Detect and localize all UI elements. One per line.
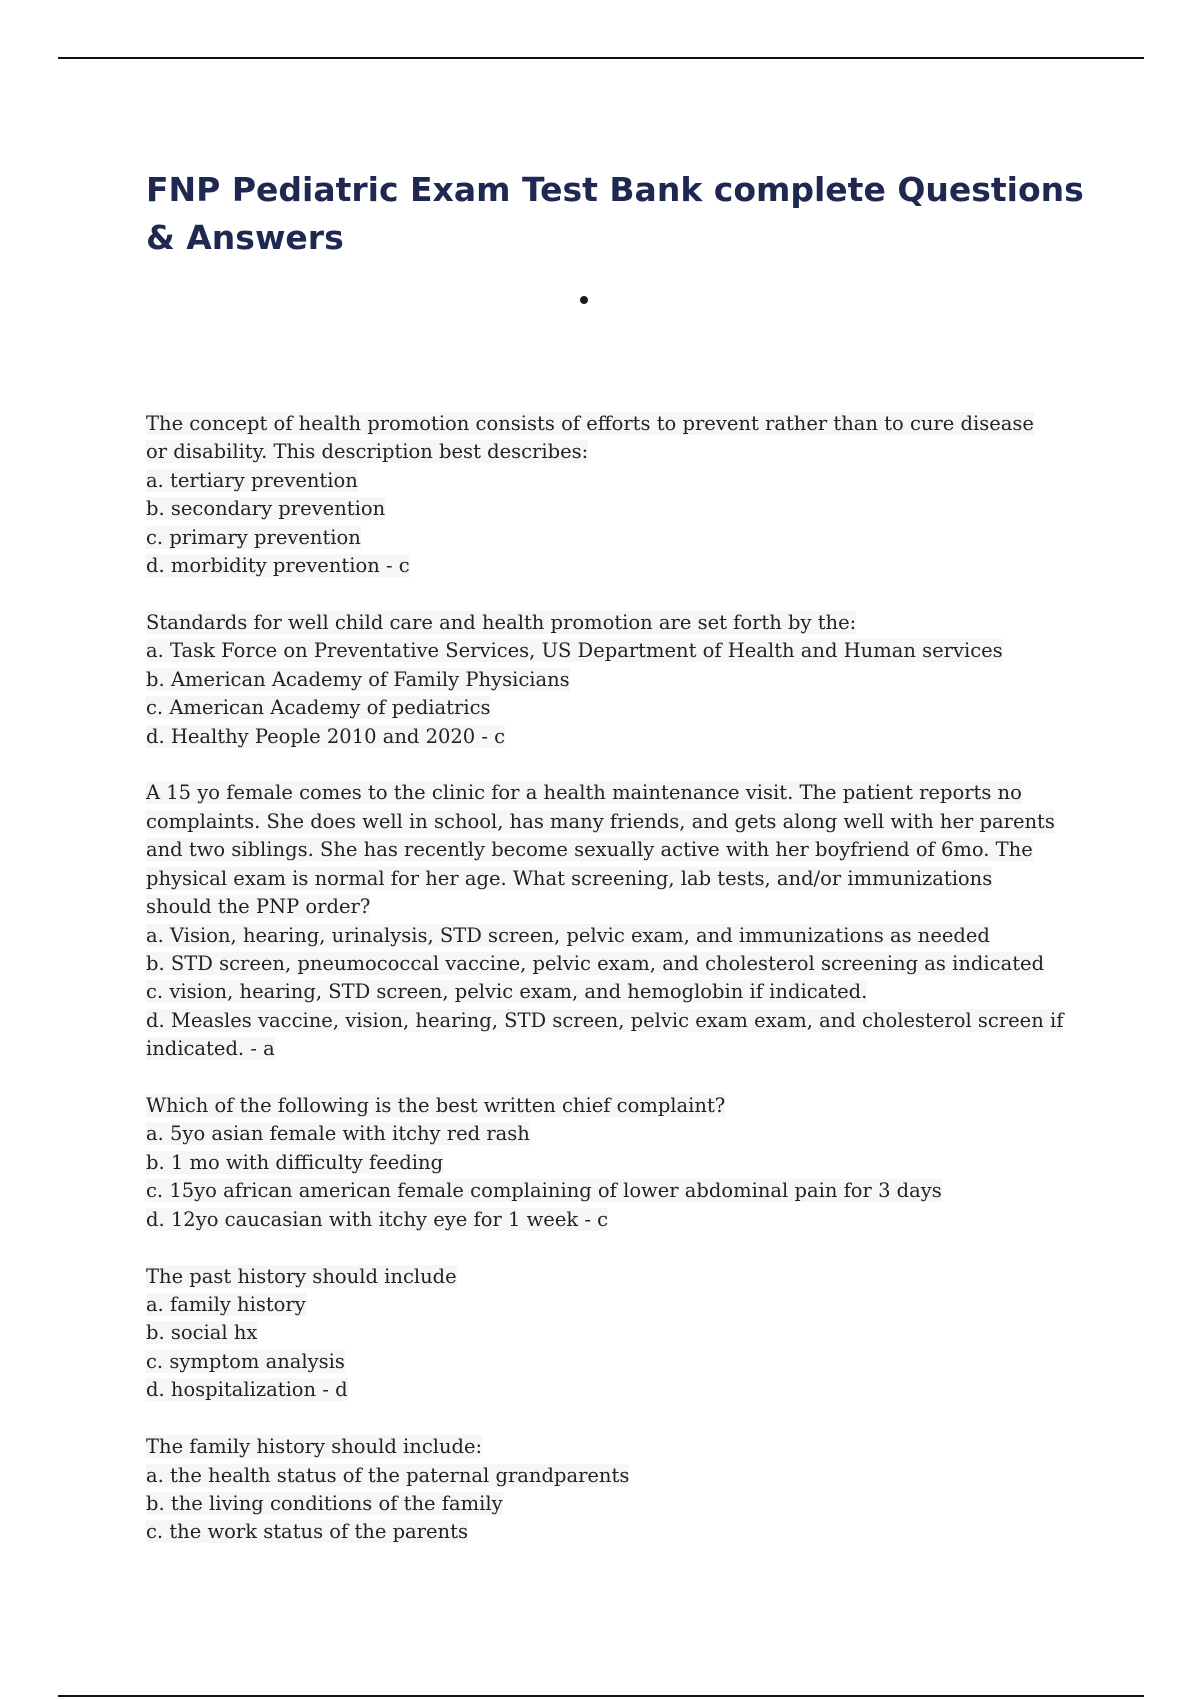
answer-option: c. American Academy of pediatrics	[146, 696, 491, 720]
question-stem-line: or disability. This description best describes:	[146, 440, 589, 464]
question-stem-line: The concept of health promotion consists of efforts to prevent rather than to cure disease	[146, 412, 1034, 435]
answer-option: a. 5yo asian female with itchy red rash	[146, 1122, 530, 1146]
question-stem-line: should the PNP order?	[146, 895, 371, 919]
answer-option: b. the living conditions of the family	[146, 1491, 503, 1515]
answer-option: c. 15yo african american female complaining of lower abdominal pain for 3 days	[146, 1179, 942, 1203]
answer-option: c. vision, hearing, STD screen, pelvic exam, and hemoglobin if indicated.	[146, 980, 868, 1004]
question-stem-line: physical exam is normal for her age. What screening, lab tests, and/or immunizations	[146, 866, 993, 890]
answer-option: d. Measles vaccine, vision, hearing, STD screen, pelvic exam exam, and cholesterol screen if	[146, 1008, 1064, 1032]
question-stem-line: Standards for well child care and health promotion are set forth by the:	[146, 610, 857, 634]
answer-option: c. the work status of the parents	[146, 1520, 468, 1544]
answer-option: b. secondary prevention	[146, 497, 386, 521]
top-rule	[58, 57, 1144, 59]
question-stem-line: and two siblings. She has recently become sexually active with her boyfriend of 6mo. The	[146, 838, 1033, 862]
document-title: FNP Pediatric Exam Test Bank complete Questions & Answers	[146, 170, 1084, 257]
question-block	[146, 1092, 1086, 1234]
questions-list	[146, 410, 1086, 1575]
question-stem-line: The past history should include	[146, 1264, 457, 1288]
answer-option: c. primary prevention	[146, 525, 361, 549]
answer-option: a. Task Force on Preventative Services, US Department of Health and Human services	[146, 639, 1003, 663]
question-stem-line: Which of the following is the best written chief complaint?	[146, 1094, 726, 1118]
answer-option: b. social hx	[146, 1321, 258, 1345]
question-block	[146, 609, 1086, 751]
answer-option: d. 12yo caucasian with itchy eye for 1 week - c	[146, 1207, 609, 1231]
answer-option: a. tertiary prevention	[146, 468, 358, 492]
answer-option: d. hospitalization - d	[146, 1378, 348, 1402]
question-block	[146, 410, 1086, 580]
answer-option: a. the health status of the paternal grandparents	[146, 1463, 630, 1487]
question-stem-line: complaints. She does well in school, has many friends, and gets along well with her parents	[146, 809, 1055, 833]
question-block	[146, 1433, 1086, 1547]
bullet-dot	[580, 296, 588, 304]
answer-option: b. American Academy of Family Physicians	[146, 667, 570, 691]
question-stem-line: A 15 yo female comes to the clinic for a health maintenance visit. The patient reports no	[146, 781, 1022, 805]
question-block	[146, 779, 1086, 1063]
answer-option: d. morbidity prevention - c	[146, 554, 410, 578]
answer-option: c. symptom analysis	[146, 1349, 345, 1373]
answer-option: b. 1 mo with difficulty feeding	[146, 1150, 444, 1174]
answer-option: b. STD screen, pneumococcal vaccine, pelvic exam, and cholesterol screening as indicated	[146, 951, 1045, 975]
answer-option: indicated. - a	[146, 1037, 275, 1061]
answer-option: a. family history	[146, 1292, 306, 1316]
question-stem-line: The family history should include:	[146, 1435, 483, 1459]
answer-option: a. Vision, hearing, urinalysis, STD screen, pelvic exam, and immunizations as needed	[146, 923, 990, 947]
question-block	[146, 1263, 1086, 1405]
bottom-rule	[58, 1695, 1144, 1697]
answer-option: d. Healthy People 2010 and 2020 - c	[146, 724, 506, 748]
